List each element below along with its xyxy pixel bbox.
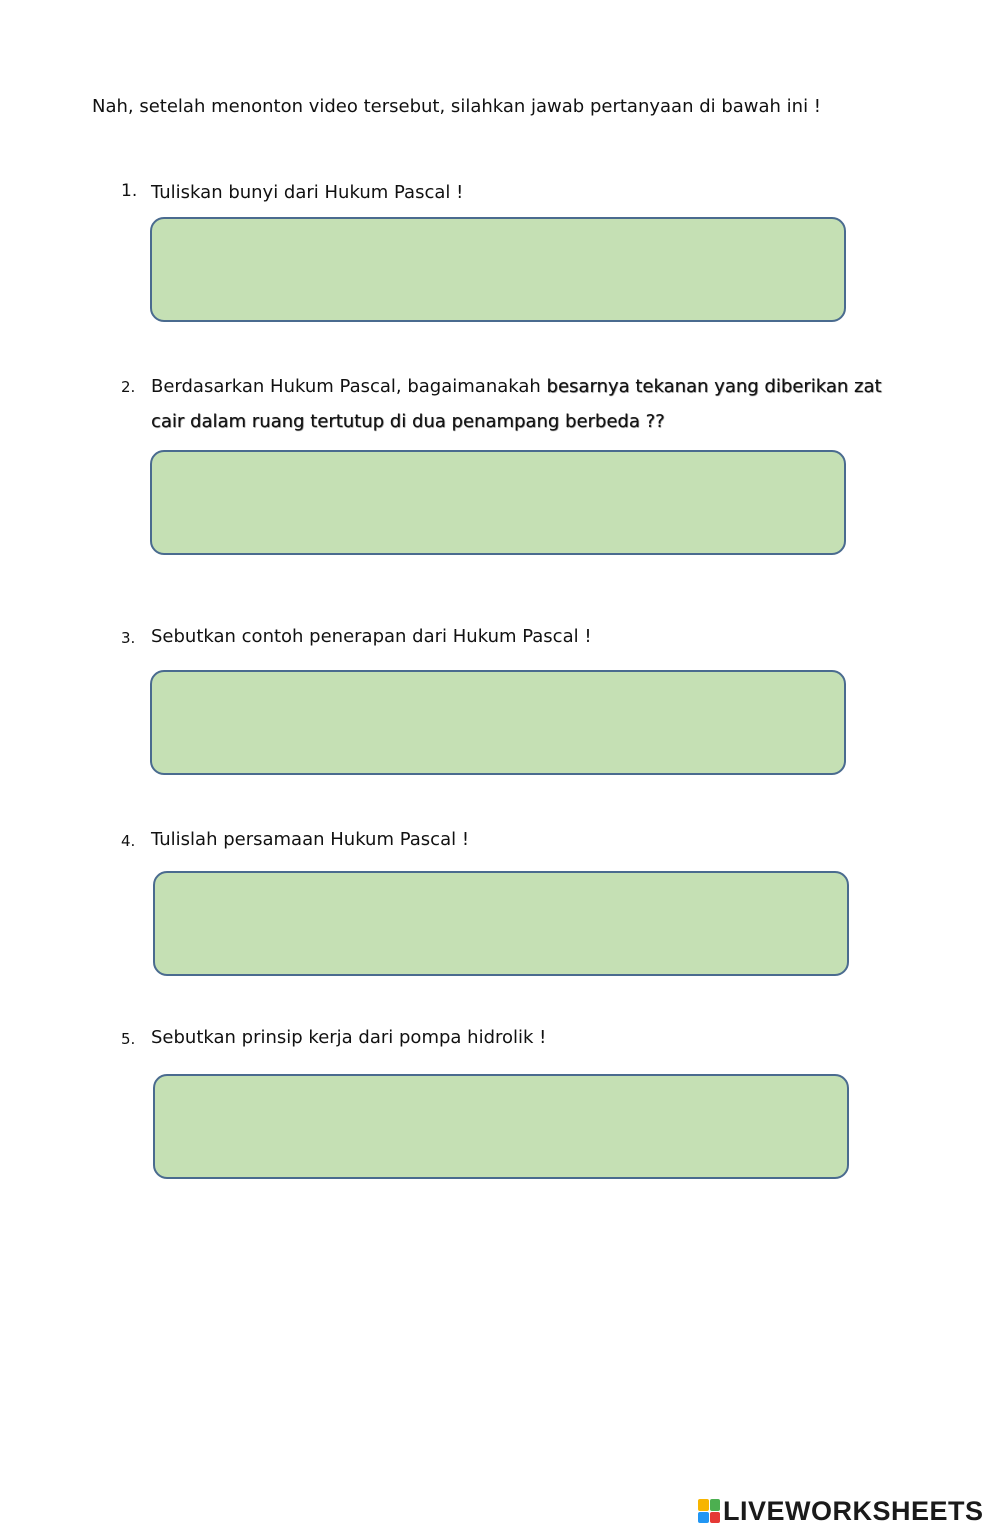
question-1-number: 1. <box>121 181 138 201</box>
answer-box-1[interactable] <box>150 217 846 322</box>
answer-box-5[interactable] <box>153 1074 849 1179</box>
liveworksheets-logo <box>698 1495 984 1527</box>
question-2-text-emphasis: besarnya tekanan yang diberikan zat <box>546 376 882 397</box>
liveworksheets-logo-icon <box>698 1499 720 1523</box>
question-2-text-plain: Berdasarkan Hukum Pascal, bagaimanakah <box>151 376 547 397</box>
question-2-text-line1 <box>151 369 882 404</box>
question-1-text: Tuliskan bunyi dari Hukum Pascal ! <box>151 182 464 203</box>
liveworksheets-logo-text: LIVEWORKSHEETS <box>723 1495 984 1526</box>
answer-box-3[interactable] <box>150 670 846 775</box>
instructions-text: Nah, setelah menonton video tersebut, silahkan jawab pertanyaan di bawah ini ! <box>92 96 822 117</box>
question-2-text-line2-content: cair dalam ruang tertutup di dua penampang berbeda ?? <box>151 411 665 432</box>
question-2-text-line2 <box>151 404 665 439</box>
question-5-text: Sebutkan prinsip kerja dari pompa hidrolik ! <box>151 1027 547 1048</box>
answer-box-4[interactable] <box>153 871 849 976</box>
answer-box-2[interactable] <box>150 450 846 555</box>
question-4-text: Tulislah persamaan Hukum Pascal ! <box>151 829 470 850</box>
question-3-number: 3. <box>121 629 136 647</box>
question-3-text: Sebutkan contoh penerapan dari Hukum Pascal ! <box>151 626 592 647</box>
question-5-number: 5. <box>121 1030 136 1048</box>
question-2-number: 2. <box>121 378 136 396</box>
question-4-number: 4. <box>121 832 136 850</box>
